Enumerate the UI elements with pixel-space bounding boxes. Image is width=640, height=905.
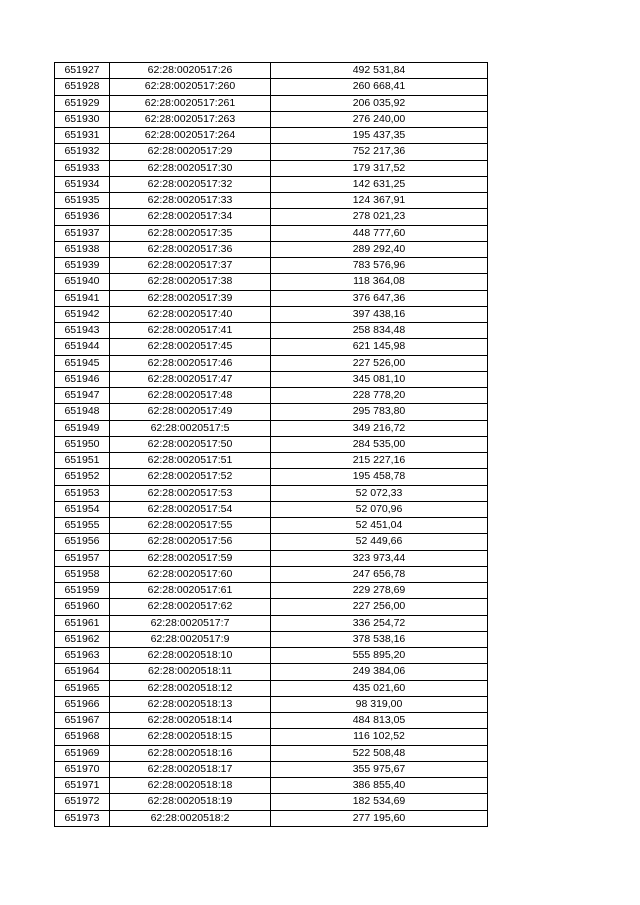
cadastral-value-cell: 435 021,60 [271,680,488,696]
cadastral-number-cell: 62:28:0020518:12 [110,680,271,696]
table-row [55,778,488,794]
table-row [55,761,488,777]
cadastral-value-cell: 783 576,96 [271,258,488,274]
cadastral-number-cell: 62:28:0020517:9 [110,631,271,647]
row-number-cell: 651935 [55,193,110,209]
row-number-cell: 651948 [55,404,110,420]
row-number-cell: 651939 [55,258,110,274]
table-row [55,323,488,339]
cadastral-value-cell: 228 778,20 [271,388,488,404]
cadastral-value-cell: 349 216,72 [271,420,488,436]
row-number-cell: 651940 [55,274,110,290]
cadastral-number-cell: 62:28:0020517:60 [110,566,271,582]
table-row [55,436,488,452]
table-row [55,225,488,241]
table-row [55,469,488,485]
cadastral-value-cell: 179 317,52 [271,160,488,176]
table-row [55,371,488,387]
table-row [55,453,488,469]
row-number-cell: 651971 [55,778,110,794]
row-number-cell: 651929 [55,95,110,111]
table-row [55,713,488,729]
cadastral-value-cell: 289 292,40 [271,241,488,257]
row-number-cell: 651952 [55,469,110,485]
row-number-cell: 651968 [55,729,110,745]
cadastral-value-cell: 227 256,00 [271,599,488,615]
table-row [55,680,488,696]
cadastral-value-cell: 522 508,48 [271,745,488,761]
cadastral-value-cell: 555 895,20 [271,648,488,664]
row-number-cell: 651937 [55,225,110,241]
table-row [55,144,488,160]
cadastral-value-cell: 378 538,16 [271,631,488,647]
cadastral-number-cell: 62:28:0020518:18 [110,778,271,794]
table-row [55,566,488,582]
table-row [55,63,488,79]
cadastral-value-cell: 277 195,60 [271,810,488,826]
table-row [55,128,488,144]
cadastral-number-cell: 62:28:0020517:263 [110,111,271,127]
cadastral-value-cell: 142 631,25 [271,176,488,192]
row-number-cell: 651972 [55,794,110,810]
cadastral-value-cell: 124 367,91 [271,193,488,209]
cadastral-number-cell: 62:28:0020517:53 [110,485,271,501]
cadastral-value-cell: 284 535,00 [271,436,488,452]
cadastral-value-cell: 276 240,00 [271,111,488,127]
cadastral-number-cell: 62:28:0020518:15 [110,729,271,745]
table-row [55,518,488,534]
table-row [55,355,488,371]
cadastral-number-cell: 62:28:0020517:47 [110,371,271,387]
cadastral-number-cell: 62:28:0020518:13 [110,696,271,712]
cadastral-value-cell: 227 526,00 [271,355,488,371]
table-row [55,290,488,306]
cadastral-number-cell: 62:28:0020517:48 [110,388,271,404]
table-row [55,79,488,95]
table-row [55,241,488,257]
row-number-cell: 651930 [55,111,110,127]
table-row [55,583,488,599]
cadastral-number-cell: 62:28:0020517:55 [110,518,271,534]
cadastral-number-cell: 62:28:0020517:52 [110,469,271,485]
cadastral-number-cell: 62:28:0020518:19 [110,794,271,810]
row-number-cell: 651934 [55,176,110,192]
cadastral-value-cell: 249 384,06 [271,664,488,680]
cadastral-value-cell: 116 102,52 [271,729,488,745]
row-number-cell: 651947 [55,388,110,404]
cadastral-value-cell: 752 217,36 [271,144,488,160]
row-number-cell: 651957 [55,550,110,566]
table-row [55,274,488,290]
cadastral-value-cell: 118 364,08 [271,274,488,290]
table-row [55,729,488,745]
table-row [55,501,488,517]
row-number-cell: 651966 [55,696,110,712]
cadastral-number-cell: 62:28:0020518:16 [110,745,271,761]
row-number-cell: 651928 [55,79,110,95]
row-number-cell: 651950 [55,436,110,452]
cadastral-value-cell: 345 081,10 [271,371,488,387]
table-row [55,534,488,550]
cadastral-number-cell: 62:28:0020517:33 [110,193,271,209]
cadastral-number-cell: 62:28:0020517:50 [110,436,271,452]
table-row [55,745,488,761]
cadastral-value-cell: 355 975,67 [271,761,488,777]
cadastral-value-cell: 484 813,05 [271,713,488,729]
cadastral-number-cell: 62:28:0020517:56 [110,534,271,550]
row-number-cell: 651965 [55,680,110,696]
cadastral-number-cell: 62:28:0020517:32 [110,176,271,192]
cadastral-value-cell: 295 783,80 [271,404,488,420]
row-number-cell: 651956 [55,534,110,550]
cadastral-value-cell: 229 278,69 [271,583,488,599]
table-row [55,176,488,192]
row-number-cell: 651932 [55,144,110,160]
row-number-cell: 651936 [55,209,110,225]
cadastral-value-table [54,62,488,827]
table-body [55,63,488,827]
cadastral-value-cell: 448 777,60 [271,225,488,241]
cadastral-number-cell: 62:28:0020518:14 [110,713,271,729]
table-row [55,420,488,436]
cadastral-number-cell: 62:28:0020517:49 [110,404,271,420]
cadastral-number-cell: 62:28:0020517:5 [110,420,271,436]
table-row [55,485,488,501]
cadastral-value-cell: 52 070,96 [271,501,488,517]
cadastral-value-cell: 397 438,16 [271,306,488,322]
row-number-cell: 651933 [55,160,110,176]
row-number-cell: 651953 [55,485,110,501]
table-row [55,209,488,225]
row-number-cell: 651967 [55,713,110,729]
cadastral-number-cell: 62:28:0020518:2 [110,810,271,826]
cadastral-number-cell: 62:28:0020517:51 [110,453,271,469]
table-row [55,388,488,404]
cadastral-value-cell: 386 855,40 [271,778,488,794]
table-row [55,111,488,127]
row-number-cell: 651963 [55,648,110,664]
table-row [55,696,488,712]
cadastral-number-cell: 62:28:0020517:45 [110,339,271,355]
row-number-cell: 651955 [55,518,110,534]
table-row [55,631,488,647]
row-number-cell: 651944 [55,339,110,355]
cadastral-value-cell: 195 458,78 [271,469,488,485]
cadastral-number-cell: 62:28:0020518:10 [110,648,271,664]
table-row [55,664,488,680]
cadastral-value-cell: 323 973,44 [271,550,488,566]
row-number-cell: 651973 [55,810,110,826]
table-row [55,95,488,111]
cadastral-number-cell: 62:28:0020517:29 [110,144,271,160]
cadastral-value-cell: 52 451,04 [271,518,488,534]
row-number-cell: 651927 [55,63,110,79]
cadastral-number-cell: 62:28:0020517:7 [110,615,271,631]
row-number-cell: 651961 [55,615,110,631]
cadastral-value-cell: 621 145,98 [271,339,488,355]
row-number-cell: 651938 [55,241,110,257]
cadastral-number-cell: 62:28:0020517:35 [110,225,271,241]
row-number-cell: 651958 [55,566,110,582]
row-number-cell: 651970 [55,761,110,777]
table-row [55,193,488,209]
cadastral-value-cell: 336 254,72 [271,615,488,631]
cadastral-value-cell: 376 647,36 [271,290,488,306]
table-row [55,550,488,566]
row-number-cell: 651949 [55,420,110,436]
row-number-cell: 651964 [55,664,110,680]
cadastral-number-cell: 62:28:0020517:38 [110,274,271,290]
cadastral-number-cell: 62:28:0020517:261 [110,95,271,111]
cadastral-number-cell: 62:28:0020517:41 [110,323,271,339]
table-row [55,258,488,274]
row-number-cell: 651969 [55,745,110,761]
cadastral-number-cell: 62:28:0020517:30 [110,160,271,176]
cadastral-number-cell: 62:28:0020517:36 [110,241,271,257]
cadastral-value-cell: 492 531,84 [271,63,488,79]
cadastral-value-cell: 52 449,66 [271,534,488,550]
cadastral-number-cell: 62:28:0020517:61 [110,583,271,599]
cadastral-value-cell: 98 319,00 [271,696,488,712]
cadastral-value-cell: 182 534,69 [271,794,488,810]
cadastral-number-cell: 62:28:0020517:62 [110,599,271,615]
table-row [55,306,488,322]
cadastral-value-cell: 260 668,41 [271,79,488,95]
cadastral-value-cell: 206 035,92 [271,95,488,111]
cadastral-number-cell: 62:28:0020517:37 [110,258,271,274]
table-row [55,404,488,420]
cadastral-number-cell: 62:28:0020517:26 [110,63,271,79]
row-number-cell: 651959 [55,583,110,599]
cadastral-number-cell: 62:28:0020517:39 [110,290,271,306]
row-number-cell: 651942 [55,306,110,322]
cadastral-number-cell: 62:28:0020517:40 [110,306,271,322]
row-number-cell: 651945 [55,355,110,371]
cadastral-value-cell: 258 834,48 [271,323,488,339]
cadastral-value-cell: 195 437,35 [271,128,488,144]
table-row [55,339,488,355]
row-number-cell: 651941 [55,290,110,306]
row-number-cell: 651954 [55,501,110,517]
row-number-cell: 651946 [55,371,110,387]
cadastral-number-cell: 62:28:0020518:17 [110,761,271,777]
table-row [55,648,488,664]
table-row [55,794,488,810]
cadastral-number-cell: 62:28:0020517:54 [110,501,271,517]
cadastral-value-cell: 247 656,78 [271,566,488,582]
cadastral-number-cell: 62:28:0020517:264 [110,128,271,144]
cadastral-value-cell: 52 072,33 [271,485,488,501]
row-number-cell: 651943 [55,323,110,339]
cadastral-number-cell: 62:28:0020517:34 [110,209,271,225]
cadastral-value-cell: 278 021,23 [271,209,488,225]
table-row [55,599,488,615]
cadastral-number-cell: 62:28:0020517:260 [110,79,271,95]
cadastral-number-cell: 62:28:0020517:46 [110,355,271,371]
row-number-cell: 651960 [55,599,110,615]
table-row [55,615,488,631]
row-number-cell: 651951 [55,453,110,469]
cadastral-number-cell: 62:28:0020517:59 [110,550,271,566]
row-number-cell: 651962 [55,631,110,647]
table-row [55,810,488,826]
cadastral-value-cell: 215 227,16 [271,453,488,469]
cadastral-number-cell: 62:28:0020518:11 [110,664,271,680]
table-row [55,160,488,176]
row-number-cell: 651931 [55,128,110,144]
